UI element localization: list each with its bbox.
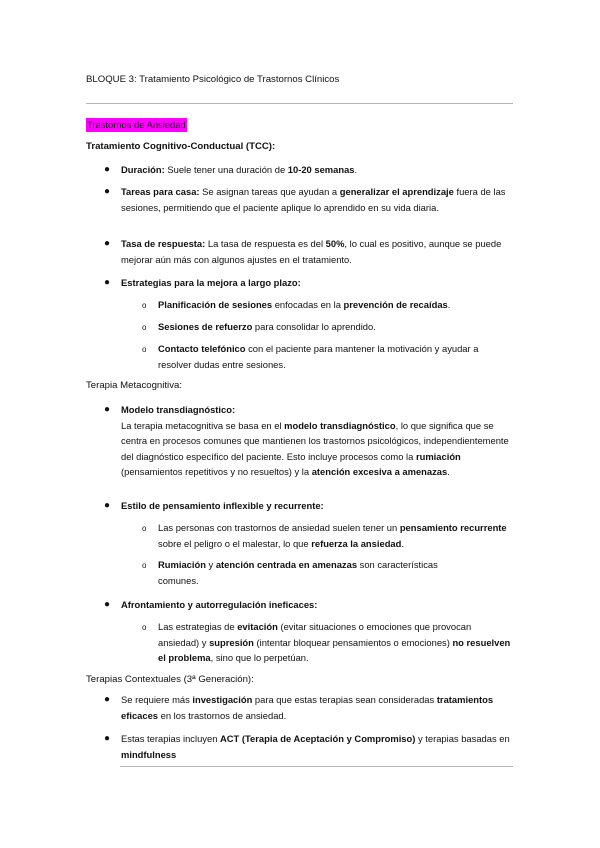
bullet-icon: ●	[104, 694, 111, 705]
tcc-response-rate-item: Tasa de respuesta: La tasa de respuesta es del 50%, lo cual es positivo, aunque se puede mejorar aún más con algunos ajustes en el tratamiento.	[121, 238, 502, 265]
tcc-strategy-phone: Contacto telefónico con el paciente para mantener la motivación y ayudar a resolver dudas entre sesiones.	[158, 343, 479, 370]
tcc-duration-item: Duración: Suele tener una duración de 10-20 semanas.	[121, 164, 358, 175]
tcc-strategy-planning: Planificación de sesiones enfocadas en la prevención de recaídas.	[158, 299, 451, 310]
metacognitive-heading: Terapia Metacognitiva:	[86, 380, 182, 391]
ctx-research-item: Se requiere más investigación para que estas terapias sean consideradas tratamientos eficaces en los trastornos de ansiedad.	[121, 694, 494, 721]
bullet-icon: ●	[104, 186, 111, 197]
bullet-icon: ●	[104, 238, 111, 249]
document-title: BLOQUE 3: Tratamiento Psicológico de Trastornos Clínicos	[86, 74, 340, 85]
sub-bullet-icon: o	[142, 323, 147, 332]
sub-bullet-icon: o	[142, 345, 147, 354]
sub-bullet-icon: o	[142, 561, 147, 570]
contextual-heading: Terapias Contextuales (3ª Generación):	[86, 674, 254, 685]
bullet-icon: ●	[104, 500, 111, 511]
bottom-divider	[120, 766, 513, 767]
meta-coping-item: Afrontamiento y autorregulación ineficaces:	[121, 599, 318, 610]
bullet-icon: ●	[104, 277, 111, 288]
meta-thinking-style-item: Estilo de pensamiento inflexible y recurrente:	[121, 500, 324, 511]
meta-transdiagnostic-item: Modelo transdiagnóstico: La terapia metacognitiva se basa en el modelo transdiagnóstico, lo que significa que se centra en procesos comunes que mantienen los trastornos psicológicos, independientemente del diagnóstico específico del paciente. Esto incluye procesos como la rumiación (pensamientos repetitivos y no resueltos) y la atención excesiva a amenazas.	[121, 404, 509, 477]
sub-bullet-icon: o	[142, 623, 147, 632]
bullet-icon: ●	[104, 599, 111, 610]
meta-recurrent-thought: Las personas con trastornos de ansiedad suelen tener un pensamiento recurrente sobre el peligro o el malestar, lo que refuerza la ansiedad.	[158, 522, 507, 549]
meta-avoidance: Las estrategias de evitación (evitar situaciones o emociones que provocan ansiedad) y supresión (intentar bloquear pensamientos o emociones) no resuelven el problema, sino que lo perpetúan.	[158, 621, 511, 663]
tcc-homework-item: Tareas para casa: Se asignan tareas que ayudan a generalizar el aprendizaje fuera de las sesiones, permitiendo que el paciente aplique lo aprendido en su vida diaria.	[121, 186, 506, 213]
bullet-icon: ●	[104, 733, 111, 744]
meta-rumination: Rumiación y atención centrada en amenazas son características comunes.	[158, 559, 438, 586]
bullet-icon: ●	[104, 404, 111, 415]
top-divider	[86, 103, 513, 104]
tcc-strategy-booster: Sesiones de refuerzo para consolidar lo aprendido.	[158, 321, 376, 332]
tcc-heading: Tratamiento Cognitivo-Conductual (TCC):	[86, 141, 276, 152]
tcc-strategies-item: Estrategias para la mejora a largo plazo:	[121, 277, 301, 288]
highlighted-section-title: Trastornos de Ansiedad	[87, 119, 186, 130]
sub-bullet-icon: o	[142, 524, 147, 533]
sub-bullet-icon: o	[142, 301, 147, 310]
bullet-icon: ●	[104, 164, 111, 175]
ctx-act-item: Estas terapias incluyen ACT (Terapia de Aceptación y Compromiso) y terapias basadas en mindfulness	[121, 733, 510, 760]
